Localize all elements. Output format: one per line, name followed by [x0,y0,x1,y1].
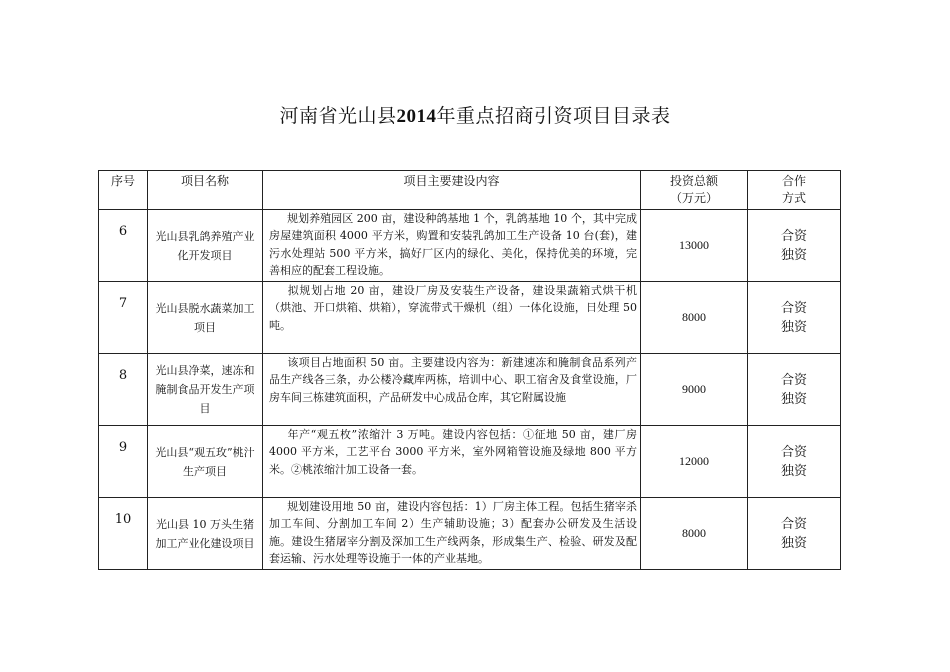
row-mode-line1: 合资 [780,228,807,244]
row-mode-line1: 合资 [780,516,807,532]
row-content-text: 规划建设用地 50 亩，建设内容包括：1）厂房主体工程。包括生猪宰杀加工车间、分割加工车间 2）生产辅助设施；3）配套办公研发及生活设施。建设生猪屠宰分割及深加工生产线两条，形成集生产、检验、研发及配套运输、污水处理等设施于一体的产业基地。 [269,500,637,565]
row-content [263,210,641,282]
row-amount: 9000 [641,354,748,426]
row-mode-line2: 独资 [780,535,807,551]
row-mode-line1: 合资 [780,372,807,388]
table-row [99,282,841,354]
row-mode-line1: 合资 [780,444,807,460]
title-year: 2014 [396,106,437,127]
row-seq: 9 [99,426,148,498]
table-row [99,354,841,426]
header-amount [641,171,748,210]
row-mode [748,210,841,282]
row-amount: 13000 [641,210,748,282]
table-header-row [99,171,841,210]
project-table [98,170,841,570]
row-content-text: 年产“观五枚”浓缩汁 3 万吨。建设内容包括：①征地 50 亩，建厂房 4000 平方米，工艺平台 3000 平方米，室外网箱管设施及绿地 800 平方米。②桃浓缩汁加工设备一套。 [269,428,637,476]
header-mode-line1: 合作 [781,174,806,188]
row-name: 光山县 10 万头生猪加工产业化建设项目 [148,498,263,570]
row-mode [748,426,841,498]
header-seq: 序号 [99,171,148,210]
header-content: 项目主要建设内容 [263,171,641,210]
row-amount: 12000 [641,426,748,498]
row-amount: 8000 [641,498,748,570]
row-content [263,426,641,498]
row-mode [748,354,841,426]
title-prefix: 河南省光山县 [279,105,397,127]
table-row [99,426,841,498]
row-name: 光山县脱水蔬菜加工项目 [148,282,263,354]
row-name: 光山县净菜，速冻和腌制食品开发生产项目 [148,354,263,426]
row-seq: 10 [99,498,148,570]
row-content-text: 该项目占地面积 50 亩。主要建设内容为：新建速冻和腌制食品系列产品生产线各三条，办公楼冷藏库两栋，培训中心、职工宿舍及食堂设施，厂房车间三栋建筑面积，产品研发中心成品仓库，其它附属设施 [269,356,637,404]
row-amount: 8000 [641,282,748,354]
row-mode-line1: 合资 [780,300,807,316]
row-content-text: 拟规划占地 20 亩，建设厂房及安装生产设备，建设果蔬箱式烘干机（烘池、开口烘箱、烘箱），穿流带式干燥机（组）一体化设施，日处理 50 吨。 [269,284,637,332]
row-mode-line2: 独资 [780,319,807,335]
row-content [263,498,641,570]
row-mode [748,498,841,570]
header-mode [748,171,841,210]
row-seq: 7 [99,282,148,354]
row-mode-line2: 独资 [780,391,807,407]
page-title [0,101,950,128]
header-mode-line2: 方式 [781,191,806,205]
table-row [99,210,841,282]
table-row [99,498,841,570]
row-name: 光山县“观五玫”桃汁生产项目 [148,426,263,498]
header-amount-line1: 投资总额 [669,174,718,188]
row-content-text: 规划养殖园区 200 亩，建设种鸽基地 1 个，乳鸽基地 10 个，其中完成房屋建筑面积 4000 平方米，购置和安装乳鸽加工生产设备 10 台(套)，建污水处理站 500 平方米，搞好厂区内的绿化、美化，保持优美的环境，完善相应的配套工程设施。 [269,212,637,277]
row-mode-line2: 独资 [780,247,807,263]
row-mode-line2: 独资 [780,463,807,479]
title-suffix: 年重点招商引资项目目录表 [436,105,671,127]
row-mode [748,282,841,354]
header-amount-line2: （万元） [669,191,718,205]
row-seq: 8 [99,354,148,426]
row-content [263,282,641,354]
header-name: 项目名称 [148,171,263,210]
row-seq: 6 [99,210,148,282]
row-content [263,354,641,426]
row-name: 光山县乳鸽养殖产业化开发项目 [148,210,263,282]
